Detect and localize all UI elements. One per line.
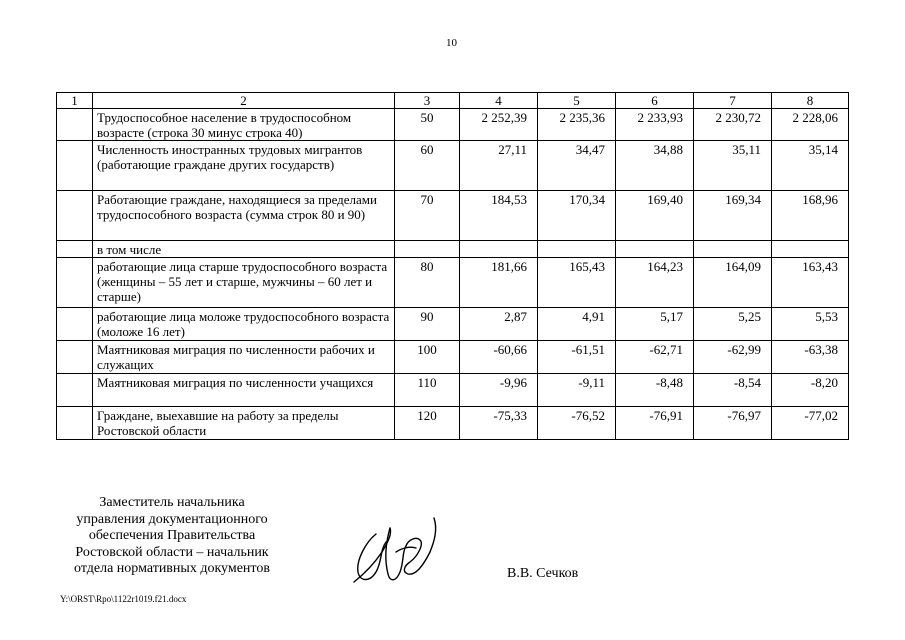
indicator-name-cell: Маятниковая миграция по численности рабочих и служащих bbox=[93, 341, 395, 374]
signer-name: В.В. Сечков bbox=[507, 566, 579, 581]
value-cell: -8,20 bbox=[772, 374, 849, 407]
row-number-cell bbox=[57, 308, 93, 341]
value-cell: 168,96 bbox=[772, 191, 849, 241]
row-code-cell: 50 bbox=[395, 109, 460, 141]
table-row bbox=[57, 341, 849, 374]
indicator-name-cell: Работающие граждане, находящиеся за пределами трудоспособного возраста (сумма строк 80 и 90) bbox=[93, 191, 395, 241]
value-cell: 34,88 bbox=[616, 141, 694, 191]
row-number-cell bbox=[57, 141, 93, 191]
row-code-cell: 100 bbox=[395, 341, 460, 374]
value-cell bbox=[772, 241, 849, 258]
value-cell: -76,52 bbox=[538, 407, 616, 440]
table-row bbox=[57, 141, 849, 191]
value-cell: -60,66 bbox=[460, 341, 538, 374]
row-code-cell: 70 bbox=[395, 191, 460, 241]
column-header: 6 bbox=[616, 93, 694, 109]
value-cell: 2 230,72 bbox=[694, 109, 772, 141]
table-row bbox=[57, 241, 849, 258]
column-header: 1 bbox=[57, 93, 93, 109]
value-cell: 35,11 bbox=[694, 141, 772, 191]
file-path: Y:\ORST\Rpo\1122r1019.f21.docx bbox=[60, 594, 187, 604]
position-line: управления документационного bbox=[76, 511, 268, 527]
value-cell: 169,40 bbox=[616, 191, 694, 241]
value-cell: 4,91 bbox=[538, 308, 616, 341]
value-cell: 27,11 bbox=[460, 141, 538, 191]
value-cell: 170,34 bbox=[538, 191, 616, 241]
value-cell: 35,14 bbox=[772, 141, 849, 191]
indicator-name-cell: Граждане, выехавшие на работу за пределы Ростовской области bbox=[93, 407, 395, 440]
table-row bbox=[57, 407, 849, 440]
value-cell: 5,17 bbox=[616, 308, 694, 341]
value-cell bbox=[460, 241, 538, 258]
table-row bbox=[57, 374, 849, 407]
value-cell: 165,43 bbox=[538, 258, 616, 308]
position-line: Ростовской области – начальник bbox=[75, 544, 269, 560]
data-table bbox=[56, 92, 849, 440]
value-cell: 164,23 bbox=[616, 258, 694, 308]
value-cell: 5,53 bbox=[772, 308, 849, 341]
row-code-cell: 120 bbox=[395, 407, 460, 440]
value-cell: 2 235,36 bbox=[538, 109, 616, 141]
value-cell: -76,91 bbox=[616, 407, 694, 440]
value-cell: 184,53 bbox=[460, 191, 538, 241]
value-cell: -76,97 bbox=[694, 407, 772, 440]
value-cell: 2 252,39 bbox=[460, 109, 538, 141]
row-number-cell bbox=[57, 258, 93, 308]
value-cell: 164,09 bbox=[694, 258, 772, 308]
row-number-cell bbox=[57, 191, 93, 241]
table-header-row bbox=[57, 93, 849, 109]
value-cell: 2 233,93 bbox=[616, 109, 694, 141]
row-code-cell: 110 bbox=[395, 374, 460, 407]
value-cell: -77,02 bbox=[772, 407, 849, 440]
value-cell: 34,47 bbox=[538, 141, 616, 191]
row-number-cell bbox=[57, 407, 93, 440]
indicator-name-cell: работающие лица моложе трудоспособного возраста (моложе 16 лет) bbox=[93, 308, 395, 341]
handwritten-signature bbox=[346, 512, 442, 592]
indicator-name-cell: в том числе bbox=[93, 241, 395, 258]
value-cell: -75,33 bbox=[460, 407, 538, 440]
indicator-name-cell: Трудоспособное население в трудоспособном возрасте (строка 30 минус строка 40) bbox=[93, 109, 395, 141]
signature-position-block bbox=[62, 495, 282, 578]
indicator-name-cell: Маятниковая миграция по численности учащихся bbox=[93, 374, 395, 407]
value-cell: -8,54 bbox=[694, 374, 772, 407]
position-line: отдела нормативных документов bbox=[74, 561, 270, 576]
row-number-cell bbox=[57, 109, 93, 141]
value-cell bbox=[538, 241, 616, 258]
value-cell: -9,11 bbox=[538, 374, 616, 407]
table-row bbox=[57, 191, 849, 241]
table-row bbox=[57, 109, 849, 141]
column-header: 2 bbox=[93, 93, 395, 109]
row-code-cell bbox=[395, 241, 460, 258]
indicator-name-cell: работающие лица старше трудоспособного возраста (женщины – 55 лет и старше, мужчины – 60 лет и старше) bbox=[93, 258, 395, 308]
row-number-cell bbox=[57, 374, 93, 407]
value-cell: -62,99 bbox=[694, 341, 772, 374]
value-cell: -9,96 bbox=[460, 374, 538, 407]
table-row bbox=[57, 258, 849, 308]
column-header: 7 bbox=[694, 93, 772, 109]
value-cell: 169,34 bbox=[694, 191, 772, 241]
column-header: 5 bbox=[538, 93, 616, 109]
page-number: 10 bbox=[446, 37, 457, 49]
row-code-cell: 60 bbox=[395, 141, 460, 191]
indicator-name-cell: Численность иностранных трудовых мигрантов (работающие граждане других государств) bbox=[93, 141, 395, 191]
value-cell: 2 228,06 bbox=[772, 109, 849, 141]
row-code-cell: 90 bbox=[395, 308, 460, 341]
position-line: обеспечения Правительства bbox=[88, 528, 256, 543]
column-header: 8 bbox=[772, 93, 849, 109]
value-cell: 163,43 bbox=[772, 258, 849, 308]
value-cell: -61,51 bbox=[538, 341, 616, 374]
value-cell: 181,66 bbox=[460, 258, 538, 308]
value-cell: -63,38 bbox=[772, 341, 849, 374]
column-header: 4 bbox=[460, 93, 538, 109]
value-cell: 5,25 bbox=[694, 308, 772, 341]
position-line: Заместитель начальника bbox=[99, 495, 245, 510]
table-row bbox=[57, 308, 849, 341]
row-number-cell bbox=[57, 241, 93, 258]
value-cell: 2,87 bbox=[460, 308, 538, 341]
row-code-cell: 80 bbox=[395, 258, 460, 308]
value-cell bbox=[616, 241, 694, 258]
value-cell bbox=[694, 241, 772, 258]
row-number-cell bbox=[57, 341, 93, 374]
value-cell: -62,71 bbox=[616, 341, 694, 374]
column-header: 3 bbox=[395, 93, 460, 109]
value-cell: -8,48 bbox=[616, 374, 694, 407]
